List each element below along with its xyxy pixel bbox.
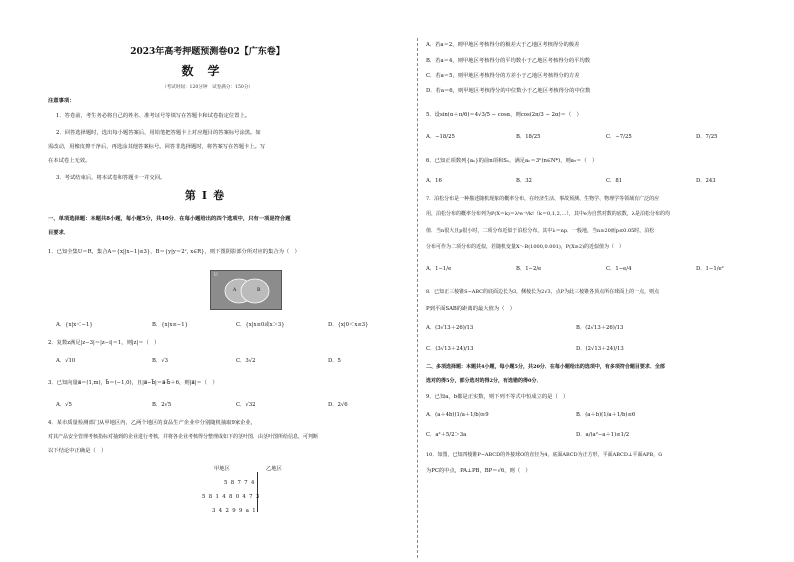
section1-heading-cont: 目要求．: [48, 230, 70, 236]
q4-option-c: C．若a＝5，则甲地区考核得分的方差小于乙地区考核得分的方差: [426, 73, 580, 79]
q8-option-a: A．(3√13＋26)/13: [426, 325, 474, 331]
q8-option-b: B．(2√13＋26)/13: [576, 325, 624, 331]
q7-option-a: A．1−1/e: [426, 266, 452, 272]
section2-heading: 二、多项选择题：本题共4小题，每小题5分，共20分．在每小题给出的选项中，有多项符合题目要求．全部: [426, 364, 665, 370]
q9-stem: 9．已知a，b都是正实数，则下列不等式中恒成立的是（ ）: [426, 394, 569, 400]
subject-title: 数学: [181, 64, 234, 78]
q8-line-1: 8．已知正三棱锥S−ABC的底面边长为3，侧棱长为2√3，点P为此三棱锥各顶点所在球面上的一点，则点: [426, 289, 660, 295]
exam-meta: （考试时间：120分钟 试卷满分：150分）: [161, 85, 254, 90]
column-divider: [417, 38, 418, 558]
section2-heading-cont: 选对的得5分，部分选对的得2分，有选错的得0分．: [426, 378, 542, 384]
q7-option-d: D．1−1/e²: [696, 266, 724, 272]
q7-line-4: 分布可作为二项分布的近似，若随机变量X～B(1000,0.001)，P(X≥2)的近似值为（ ）: [426, 244, 624, 250]
q6-stem: 6．已知正项数列{aₙ}的前n项和Sₙ，满足aₙ＝3ⁿ(n∈N*)，则a₅＝（ ）: [426, 158, 598, 164]
q4-line-3: 以下结论中正确是（ ）: [48, 448, 107, 454]
q6-option-d: D．243: [696, 178, 716, 184]
q9-option-d: D．a/(a²−a＋1)≤1/2: [576, 432, 630, 438]
stem-leaf-head-left: 甲地区: [214, 466, 230, 472]
q5-stem: 5．设sin(α＋π/6)＝4√3/5 − cosα，则cos(2π/3 − 2α)＝（ ）: [426, 112, 582, 118]
venn-label-a: A: [233, 288, 237, 293]
q8-option-d: D．(2√13＋24)/13: [576, 346, 624, 352]
note-3: 3．考试结束后，将本试卷和答题卡一并交回。: [56, 175, 166, 181]
q4-line-1: 4．某市质量检测部门从甲地区内、乙两个地区的食品生产企业中分别随机抽取9家企业，: [48, 420, 257, 426]
q8-option-c: C．(3√13＋24)/13: [426, 346, 474, 352]
q1-option-b: B．{x|x≤−1}: [152, 322, 188, 328]
q5-option-a: A．−18/25: [426, 134, 455, 140]
q10-line-1: 10．如图，已知四棱锥P−ABCD的外接球O的直径为4，底面ABCD为正方形，平面ABCD⊥平面APB，G: [426, 452, 663, 458]
q6-option-a: A．16: [426, 178, 442, 184]
q4-line-2: 对其产品安全管理考核指标对抽到的企业进行考核，并将各企业考核得分整理成如下的茎叶图．由茎叶图所给信息，可判断: [48, 434, 319, 440]
q7-option-c: C．1−e/4: [606, 266, 632, 272]
q3-stem: 3．已知向量a⃗＝(1,m)，b⃗＝(−1,0)，且|a⃗−b⃗|＝a⃗·b⃗＋6，则|a⃗|＝（ ）: [48, 380, 218, 386]
q9-option-b: B．(a＋b)(1/a＋1/b)≤6: [576, 412, 636, 418]
q2-option-a: A．√10: [56, 358, 76, 364]
stem-leaf-row: 5 8 7 7 4: [224, 480, 255, 486]
q7-line-1: 7．泊松分布是一种描述随机现象的概率分布，在经济生活、事故预测、生物学、物理学等领域有广泛的应: [426, 196, 660, 202]
stem-leaf-divider: [257, 472, 258, 512]
venn-diagram: [210, 270, 282, 310]
q3-option-c: C．√32: [236, 402, 256, 408]
q1-stem: 1．已知全集U＝R，集合A＝{x||x−1|≤3}，B＝{y|y＝2ˣ, x∈R}，则下图阴影部分所对应的集合为（ ）: [48, 249, 300, 255]
q10-line-2: 为PC的中点，PA⊥PB，BP＝√6，则（ ）: [426, 468, 531, 474]
q1-option-a: A．{x|x＜−1}: [56, 322, 93, 328]
stem-leaf-head-right: 乙地区: [266, 466, 282, 472]
q3-option-a: A．√5: [56, 402, 72, 408]
stem-leaf-row: 5 8 1 4 8 0 4 7 3: [202, 494, 260, 500]
note-1: 1．答卷前，考生务必将自己的姓名、准考证号等填写在答题卡和试卷指定位置上。: [56, 113, 251, 119]
q2-option-c: C．3√2: [236, 358, 256, 364]
q9-option-c: C．a²＋5/2＞3a: [426, 432, 467, 438]
stem-leaf-plot: [200, 464, 310, 518]
q5-option-b: B．18/25: [516, 134, 541, 140]
q4-option-b: B．若a＝4，则甲地区考核得分的平均数小于乙地区考核得分的平均数: [426, 58, 591, 64]
q7-option-b: B．1−2/e: [516, 266, 542, 272]
note-2c: 在本试卷上无效。: [48, 158, 91, 164]
exam-title: 2023年高考押题预测卷02【广东卷】: [130, 47, 285, 57]
stem-leaf-row: 3 4 2 9 9 a 1: [212, 508, 256, 514]
q2-option-b: B．√3: [152, 358, 168, 364]
part1-heading: 第Ⅰ卷: [184, 189, 231, 202]
q2-stem: 2．复数z满足|z−3|＝|z−i|＝1，则|z|＝（ ）: [48, 340, 160, 346]
note-2a: 2．回答选择题时，选出每小题答案后，用铅笔把答题卡上对应题目的答案标号涂黑。如: [56, 130, 261, 136]
right-column: [420, 0, 794, 562]
q2-option-d: D．5: [328, 358, 341, 364]
q9-option-a: A．(a＋4b)(1/a＋1/b)≥9: [426, 412, 489, 418]
venn-circle-b: [241, 279, 269, 303]
q7-line-2: 用，泊松分布的概率分布列为P(X＝k)＝λᵏe⁻ᵏ/k!（k＝0,1,2,…），其中e为自然对数的底数，λ是泊松分布的均: [426, 211, 670, 217]
q5-option-c: C．−7/25: [606, 134, 632, 140]
venn-label-b: B: [257, 288, 261, 293]
q4-option-a: A．若a＝2，则甲地区考核得分的极差大于乙地区考核得分的极差: [426, 42, 580, 48]
q6-option-b: B．32: [516, 178, 532, 184]
venn-circles: [211, 271, 283, 311]
q1-option-c: C．{x|x≤0或x＞3}: [236, 322, 285, 328]
q3-option-d: D．2√6: [328, 402, 348, 408]
q8-line-2: P到平面SAB的距离的最大值为（ ）: [426, 306, 516, 312]
q1-option-d: D．{x|0＜x≤3}: [328, 322, 369, 328]
q5-option-d: D．7/25: [696, 134, 718, 140]
q4-option-d: D．若a＝6，则甲地区考核得分的中位数小于乙地区考核得分的中位数: [426, 88, 591, 94]
section1-heading: 一、单项选择题：本题共8小题，每小题5分，共40分．在每小题给出的四个选项中，只有一项是符合题: [48, 216, 291, 222]
q7-line-3: 值．当n很大且p很小时，二项分布近似于泊松分布，其中λ＝np．一般地，当n≥20而p≤0.05时，泊松: [426, 228, 655, 234]
q3-option-b: B．2√5: [152, 402, 172, 408]
q6-option-c: C．81: [606, 178, 623, 184]
notes-heading: 注意事项：: [48, 98, 75, 104]
venn-label-u: U: [214, 273, 218, 278]
note-2b: 需改动，用橡皮擦干净后，再选涂其他答案标号。回答非选择题时，将答案写在答题卡上。写: [48, 144, 266, 150]
